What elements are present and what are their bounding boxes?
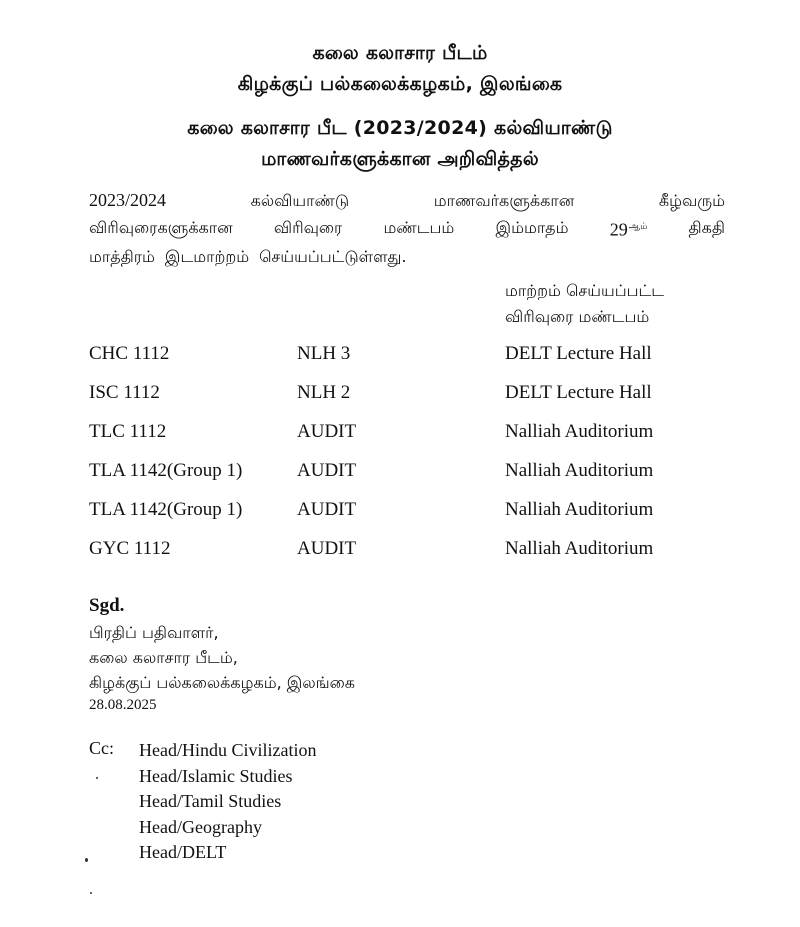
notice-word: விரிவுரை <box>273 218 343 237</box>
notice-date <box>610 214 648 243</box>
signatory-title: பிரதிப் பதிவாளர், <box>89 623 219 642</box>
cc-recipient: Head/Hindu Civilization <box>139 740 317 760</box>
old-hall: AUDIT <box>297 421 357 442</box>
notice-line-3 <box>89 243 725 270</box>
course-code: TLA 1142(Group 1) <box>89 460 243 481</box>
new-hall: Nalliah Auditorium <box>505 421 654 442</box>
date-day: 29 <box>609 219 628 240</box>
cc-recipient: Head/DELT <box>139 842 227 862</box>
date-suffix: ஆம் <box>628 222 648 232</box>
old-hall: AUDIT <box>297 538 357 559</box>
notice-word: திகதி <box>688 218 725 237</box>
cc-recipient-list <box>139 738 316 866</box>
new-hall: Nalliah Auditorium <box>505 460 654 481</box>
new-hall: Nalliah Auditorium <box>505 538 654 559</box>
course-code: TLC 1112 <box>89 421 167 442</box>
new-hall-column-header-line2: விரிவுரை மண்டபம் <box>505 307 650 326</box>
table-row <box>89 460 729 499</box>
signed-marker: Sgd. <box>89 595 125 616</box>
new-hall: DELT Lecture Hall <box>505 343 652 364</box>
notice-word: கீழ்வரும் <box>658 191 725 210</box>
hall-change-table <box>89 343 729 577</box>
notice-word: மாத்திரம் <box>89 247 155 267</box>
table-row <box>89 382 729 421</box>
table-row <box>89 343 729 382</box>
cc-recipient: Head/Geography <box>139 816 262 837</box>
scan-speck <box>85 858 88 862</box>
notice-word: விரிவுரைகளுக்கான <box>89 218 233 237</box>
table-row <box>89 421 729 460</box>
old-hall: AUDIT <box>297 499 357 520</box>
notice-line-2 <box>89 214 725 243</box>
scan-speck <box>96 777 98 779</box>
notice-word: இம்மாதம் <box>495 218 569 237</box>
university-title: கிழக்குப் பல்கலைக்கழகம், இலங்கை <box>237 73 563 95</box>
notice-word: மண்டபம் <box>383 218 455 237</box>
notice-word: செய்யப்பட்டுள்ளது. <box>259 247 407 267</box>
issue-date: 28.08.2025 <box>89 697 157 713</box>
table-row <box>89 538 729 577</box>
course-code: GYC 1112 <box>89 538 171 559</box>
course-code: TLA 1142(Group 1) <box>89 499 243 520</box>
signatory-faculty: கலை கலாசார பீடம், <box>89 648 238 667</box>
table-row <box>89 499 729 538</box>
course-code: ISC 1112 <box>89 382 160 403</box>
notice-line-1 <box>89 187 725 214</box>
scan-speck <box>90 892 92 894</box>
notice-word: இடமாற்றம் <box>164 247 250 267</box>
notice-word: கல்வியாண்டு <box>250 191 350 210</box>
notice-subtitle: மாணவர்களுக்கான அறிவித்தல் <box>261 148 539 170</box>
notice-title: கலை கலாசார பீட (2023/2024) கல்வியாண்டு <box>187 117 613 139</box>
old-hall: NLH 2 <box>297 382 351 403</box>
new-hall-column-header: மாற்றம் செய்யப்பட்ட <box>505 281 665 300</box>
cc-recipient: Head/Islamic Studies <box>139 765 293 786</box>
academic-year: 2023/2024 <box>89 190 167 210</box>
course-code: CHC 1112 <box>89 343 170 364</box>
faculty-title: கலை கலாசார பீடம் <box>312 42 488 64</box>
new-hall: Nalliah Auditorium <box>505 499 654 520</box>
signatory-university: கிழக்குப் பல்கலைக்கழகம், இலங்கை <box>89 673 356 692</box>
notice-paragraph <box>89 187 725 270</box>
cc-recipient: Head/Tamil Studies <box>139 791 282 811</box>
old-hall: AUDIT <box>297 460 357 481</box>
notice-word: மாணவர்களுக்கான <box>433 191 575 210</box>
old-hall: NLH 3 <box>297 343 351 364</box>
new-hall: DELT Lecture Hall <box>505 382 652 403</box>
cc-label: Cc: <box>89 738 114 758</box>
